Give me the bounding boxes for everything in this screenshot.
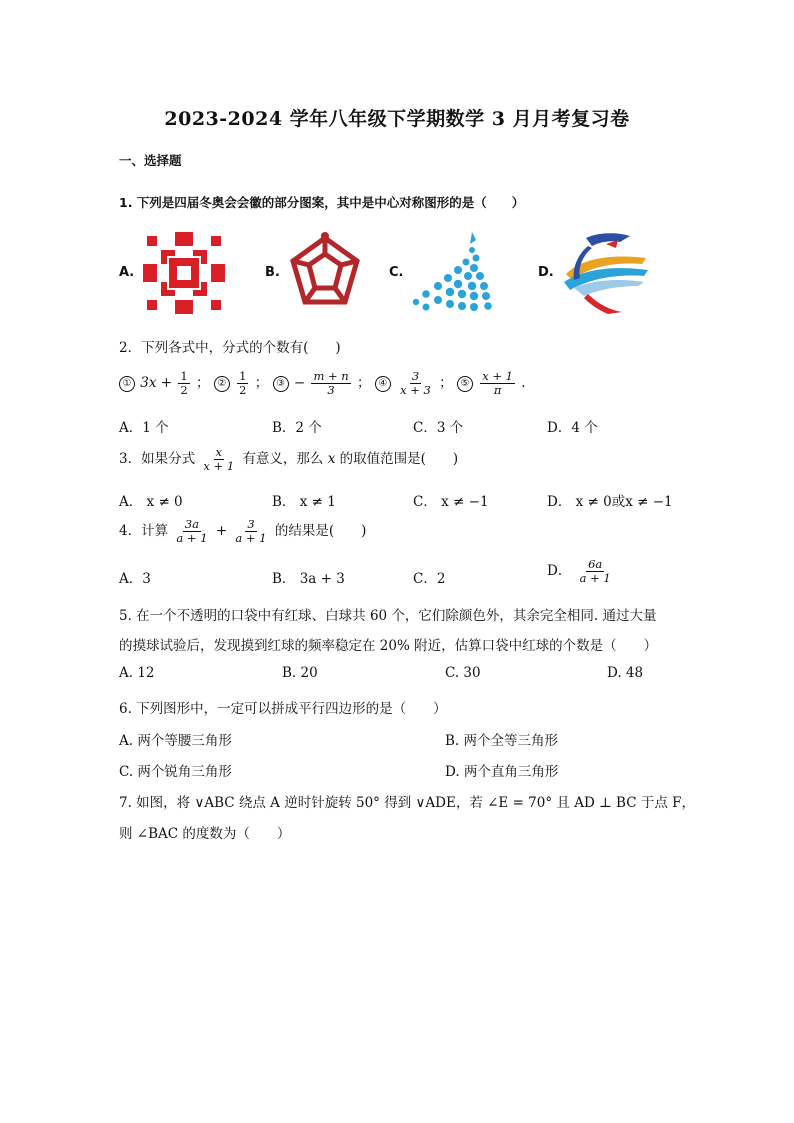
q3-pre: 3．如果分式 xyxy=(119,451,196,467)
ribbon-swirl-emblem-icon xyxy=(558,228,652,316)
q1-option-d-label: D. xyxy=(538,265,554,280)
item-number-4: ④ xyxy=(375,376,391,392)
question-5-line-2: 的摸球试验后，发现摸到红球的频率稳定在 20% 附近，估算口袋中红球的个数是（ ） xyxy=(119,638,658,654)
q6-option-c[interactable]: C. 两个锐角三角形 xyxy=(119,764,232,780)
question-2-expressions xyxy=(119,370,526,397)
expr3-fraction xyxy=(311,370,350,397)
q2-option-d[interactable]: D．4 个 xyxy=(547,420,598,436)
q1-option-c-label: C. xyxy=(389,265,404,280)
q2-option-a[interactable]: A．1 个 xyxy=(119,420,169,436)
q4-option-d-fraction xyxy=(578,558,613,585)
expr5-num: x + 1 xyxy=(482,369,513,383)
item-number-5: ⑤ xyxy=(457,376,473,392)
q3-num: x xyxy=(215,445,223,459)
expr3-den: 3 xyxy=(327,383,335,397)
section-heading: 一、选择题 xyxy=(119,153,182,168)
expr4-den: x + 3 xyxy=(400,383,431,397)
q3-option-b[interactable]: B． x ≠ 1 xyxy=(272,494,336,510)
question-3-stem xyxy=(119,446,458,473)
question-7-line-2: 则 ∠BAC 的度数为（ ） xyxy=(119,826,291,842)
q3-post2: 的取值范围是( ) xyxy=(339,451,459,467)
q6-option-a[interactable]: A. 两个等腰三角形 xyxy=(119,733,232,749)
q1-option-b-label: B. xyxy=(265,265,280,280)
q3-post: 有意义，那么 xyxy=(242,451,324,467)
q5-option-a[interactable]: A. 12 xyxy=(119,665,155,681)
question-1-stem: 1. 下列是四届冬奥会会徽的部分图案，其中是中心对称图形的是（ ） xyxy=(119,195,525,210)
q3-option-d[interactable]: D． x ≠ 0或x ≠ −1 xyxy=(547,494,673,510)
q3-fraction xyxy=(201,446,236,473)
q4-f1-num: 3a xyxy=(184,517,200,531)
blue-dotted-triangle-emblem-icon xyxy=(410,230,500,314)
red-cross-snowflake-emblem-icon xyxy=(141,230,227,316)
q1-option-a-label: A. xyxy=(119,265,135,280)
expr4-num: 3 xyxy=(411,369,420,383)
q2-option-b[interactable]: B．2 个 xyxy=(272,420,322,436)
expr4-fraction xyxy=(398,370,433,397)
q5-option-b[interactable]: B. 20 xyxy=(282,665,318,681)
expr2-den: 2 xyxy=(239,383,247,397)
question-4-stem xyxy=(119,518,366,545)
q4-f1-den: a + 1 xyxy=(176,531,208,545)
q4-option-d[interactable] xyxy=(547,558,615,585)
q4-option-b[interactable]: B． 3a + 3 xyxy=(272,571,345,587)
period: . xyxy=(521,375,526,391)
expr2-num: 1 xyxy=(239,369,247,383)
q5-option-d[interactable]: D. 48 xyxy=(607,665,644,681)
item-number-2: ② xyxy=(214,376,230,392)
item-number-3: ③ xyxy=(273,376,289,392)
q4-option-a[interactable]: A．3 xyxy=(119,571,151,587)
q4-fraction-2 xyxy=(233,518,268,545)
q4-option-c[interactable]: C．2 xyxy=(413,571,446,587)
question-5-line-1: 5. 在一个不透明的口袋中有红球、白球共 60 个，它们除颜色外，其余完全相同. 通过大量 xyxy=(119,608,657,624)
q3-option-c[interactable]: C． x ≠ −1 xyxy=(413,494,489,510)
q4-f2-num: 3 xyxy=(247,517,255,531)
question-2-stem: 2．下列各式中，分式的个数有( ) xyxy=(119,340,341,356)
q4-option-d-label: D． xyxy=(547,563,572,579)
q4-f2-den: a + 1 xyxy=(235,531,267,545)
expr1-num: 1 xyxy=(180,369,188,383)
q4-post: 的结果是( ) xyxy=(274,523,367,539)
expr5-fraction xyxy=(480,370,515,397)
separator: ； xyxy=(439,375,453,391)
separator: ； xyxy=(254,375,269,391)
q4-d-den: a + 1 xyxy=(579,571,611,585)
q6-option-b[interactable]: B. 两个全等三角形 xyxy=(445,733,559,749)
item-number-1: ① xyxy=(119,376,135,392)
q3-var: x xyxy=(327,451,336,467)
q6-option-d[interactable]: D. 两个直角三角形 xyxy=(445,764,559,780)
page-title: 2023-2024 学年八年级下学期数学 3 月月考复习卷 xyxy=(164,108,630,130)
expr3-sign: − xyxy=(293,375,306,391)
question-7-line-1: 7. 如图，将 ∨ABC 绕点 A 逆时针旋转 50° 得到 ∨ADE，若 ∠E = 70° 且 AD ⊥ BC 于点 F， xyxy=(119,795,695,811)
q4-fraction-1 xyxy=(174,518,209,545)
expr5-den: π xyxy=(493,383,502,397)
expr1-den: 2 xyxy=(180,383,188,397)
expr1-term: 3x + xyxy=(140,375,173,391)
q4-plus: + xyxy=(215,523,228,539)
separator: ； xyxy=(196,375,210,391)
expr3-num: m + n xyxy=(313,369,349,383)
expr1-fraction xyxy=(178,370,189,397)
q4-d-num: 6a xyxy=(588,557,603,571)
red-pentagon-snowflake-emblem-icon xyxy=(287,232,363,312)
expr2-fraction xyxy=(237,370,248,397)
q3-den: x + 1 xyxy=(203,459,235,473)
q2-option-c[interactable]: C．3 个 xyxy=(413,420,464,436)
question-6-stem: 6. 下列图形中，一定可以拼成平行四边形的是（ ） xyxy=(119,701,447,717)
q3-option-a[interactable]: A． x ≠ 0 xyxy=(119,494,183,510)
separator: ； xyxy=(357,375,371,391)
q4-pre: 4．计算 xyxy=(119,523,169,539)
q5-option-c[interactable]: C. 30 xyxy=(445,665,481,681)
